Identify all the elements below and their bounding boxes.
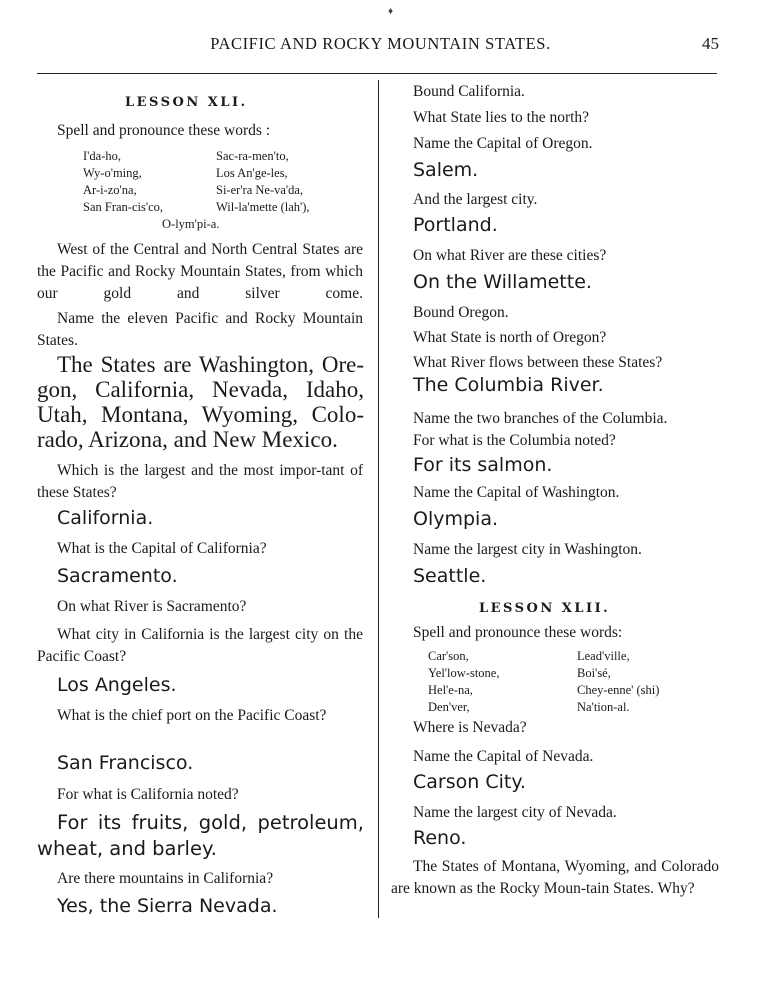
column-divider	[378, 80, 379, 918]
lesson-41-instruction: Spell and pronounce these words :	[57, 122, 271, 139]
answer: The Columbia River.	[413, 374, 604, 396]
page-number: 45	[702, 34, 719, 53]
question: Are there mountains in California?	[57, 870, 274, 887]
word: Los An'ge-les,	[216, 166, 288, 180]
question: Name the largest city in Washington.	[413, 541, 642, 558]
word: Hel'e-na,	[428, 683, 473, 697]
question: And the largest city.	[413, 191, 538, 208]
question: What is the Capital of California?	[57, 540, 267, 557]
word: Si-er'ra Ne-va'da,	[216, 183, 304, 197]
question: What River flows between these States?	[413, 354, 663, 371]
word: O-lym'pi-a.	[162, 217, 220, 231]
answer: Olympia.	[413, 508, 499, 530]
word: Boi'sé,	[577, 666, 611, 680]
answer: San Francisco.	[57, 752, 194, 774]
question: What State is north of Oregon?	[413, 329, 607, 346]
answer: For its salmon.	[413, 454, 553, 476]
question: Bound Oregon.	[413, 304, 509, 321]
word: Yel'low-stone,	[428, 666, 500, 680]
question: On what River is Sacramento?	[57, 598, 247, 615]
word: Car'son,	[428, 649, 469, 663]
question: On what River are these cities?	[413, 247, 607, 264]
answer: The States are Washington, Ore-gon, California, Nevada, Idaho, Utah, Montana, Wyoming, Colo-rado, Arizona, and New Mexico.	[37, 352, 364, 452]
word: Sac-ra-men'to,	[216, 149, 289, 163]
question: What State lies to the north?	[413, 109, 590, 126]
question: Name the eleven Pacific and Rocky Mountain States.	[37, 310, 363, 349]
question: Where is Nevada?	[413, 719, 527, 736]
question: For what is the Columbia noted?	[413, 432, 616, 449]
header-rule	[37, 73, 717, 74]
question: Which is the largest and the most impor-tant of these States?	[37, 462, 363, 501]
answer: Carson City.	[413, 771, 526, 793]
question: Name the Capital of Washington.	[413, 484, 620, 501]
page-header	[0, 34, 761, 58]
running-title: PACIFIC AND ROCKY MOUNTAIN STATES.	[210, 34, 551, 53]
answer: Portland.	[413, 214, 498, 236]
word: Chey-enne' (shi)	[577, 683, 660, 697]
answer: Yes, the Sierra Nevada.	[57, 895, 278, 917]
answer: For its fruits, gold, petroleum, wheat, and barley.	[37, 811, 364, 860]
word: Den'ver,	[428, 700, 470, 714]
word: Lead'ville,	[577, 649, 630, 663]
answer: On the Willamette.	[413, 271, 592, 293]
question: Name the two branches of the Columbia.	[413, 410, 668, 427]
question: Name the largest city of Nevada.	[413, 804, 617, 821]
answer: Seattle.	[413, 565, 487, 587]
question: What city in California is the largest city on the Pacific Coast?	[37, 626, 363, 665]
print-speck: ♦	[388, 6, 394, 17]
lesson-41-heading: LESSON XLI.	[125, 95, 248, 110]
question: Name the Capital of Oregon.	[413, 135, 593, 152]
word: I'da-ho,	[83, 149, 122, 163]
word: San Fran-cis'co,	[83, 200, 164, 214]
question: Bound California.	[413, 83, 525, 100]
answer: Reno.	[413, 827, 467, 849]
question: For what is California noted?	[57, 786, 239, 803]
lesson-42-heading: LESSON XLII.	[479, 601, 611, 616]
word: Ar-i-zo'na,	[83, 183, 137, 197]
word: Na'tion-al.	[577, 700, 630, 714]
intro-paragraph: West of the Central and North Central States are the Pacific and Rocky Mountain States, from which our gold and silver come.	[37, 241, 363, 302]
answer: California.	[57, 507, 154, 529]
question: The States of Montana, Wyoming, and Colorado are known as the Rocky Moun-tain States. Why?	[391, 858, 719, 897]
lesson-42-instruction: Spell and pronounce these words:	[413, 624, 623, 641]
word: Wy-o'ming,	[83, 166, 142, 180]
question: Name the Capital of Nevada.	[413, 748, 594, 765]
question: What is the chief port on the Pacific Coast?	[57, 707, 327, 724]
word: Wil-la'mette (lah'),	[216, 200, 310, 214]
answer: Sacramento.	[57, 565, 178, 587]
answer: Los Angeles.	[57, 674, 177, 696]
answer: Salem.	[413, 159, 479, 181]
